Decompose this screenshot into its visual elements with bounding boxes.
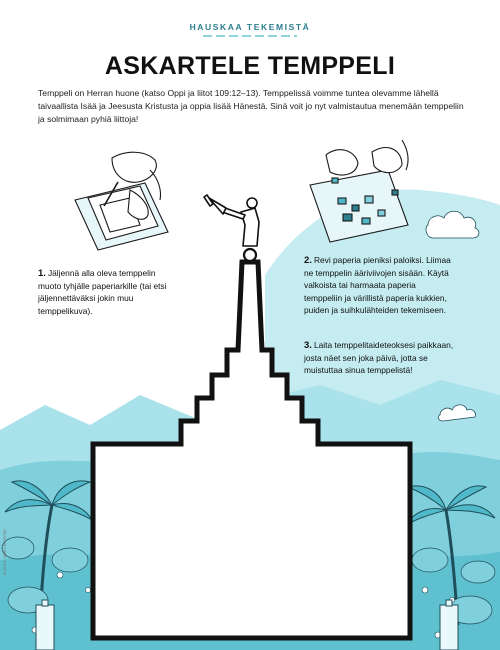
fountain-right <box>440 600 458 650</box>
fountain-left <box>36 600 54 650</box>
step-3-text: Laita temppelitaideteoksesi paikkaan, josta näet sen joka päivä, jotta se muistuttaa sinua temppelistä! <box>304 340 454 376</box>
step-2-number: 2. <box>304 255 312 266</box>
step-1-text: Jäljennä alla oleva temppelin muoto tyhjälle paperiarkille (tai etsi jäljennettäväksi jokin muu temppelikuva). <box>38 268 167 316</box>
step-3-number: 3. <box>304 340 312 351</box>
page-title: ASKARTELE TEMPPELI <box>104 52 396 80</box>
angel-moroni-icon <box>204 195 259 246</box>
step-3 <box>304 339 454 377</box>
spire-ball <box>244 249 256 261</box>
intro-paragraph: Temppeli on Herran huone (katso Oppi ja liitot 109:12–13). Temppelissä voimme tuntea olevamme lähellä taivaallista Isää ja Jeesusta Kristusta ja oppia lisää Hänestä. Sinä voit jo nyt valmistautua menemään temppeliin ja solmimaan pyhiä liittoja! <box>38 88 464 124</box>
step-2-text: Revi paperia pieniksi paloiksi. Liimaa ne temppelin ääriviivojen sisään. Käytä valkoista tai harmaata paperia temppeliin ja värillistä paperia kukkien, puiden ja suihkulähteiden tekemiseen. <box>304 255 451 315</box>
step-2 <box>304 254 454 316</box>
hands-tracing-illustration <box>75 152 168 250</box>
step-1 <box>38 267 178 317</box>
hands-collage-illustration <box>310 140 408 242</box>
illustration-credit: KUVITUS JAMES BEDFORD <box>3 529 7 575</box>
step-1-number: 1. <box>38 268 46 279</box>
kicker-divider <box>203 35 297 37</box>
section-kicker: HAUSKAA TEKEMISTÄ <box>189 22 311 32</box>
